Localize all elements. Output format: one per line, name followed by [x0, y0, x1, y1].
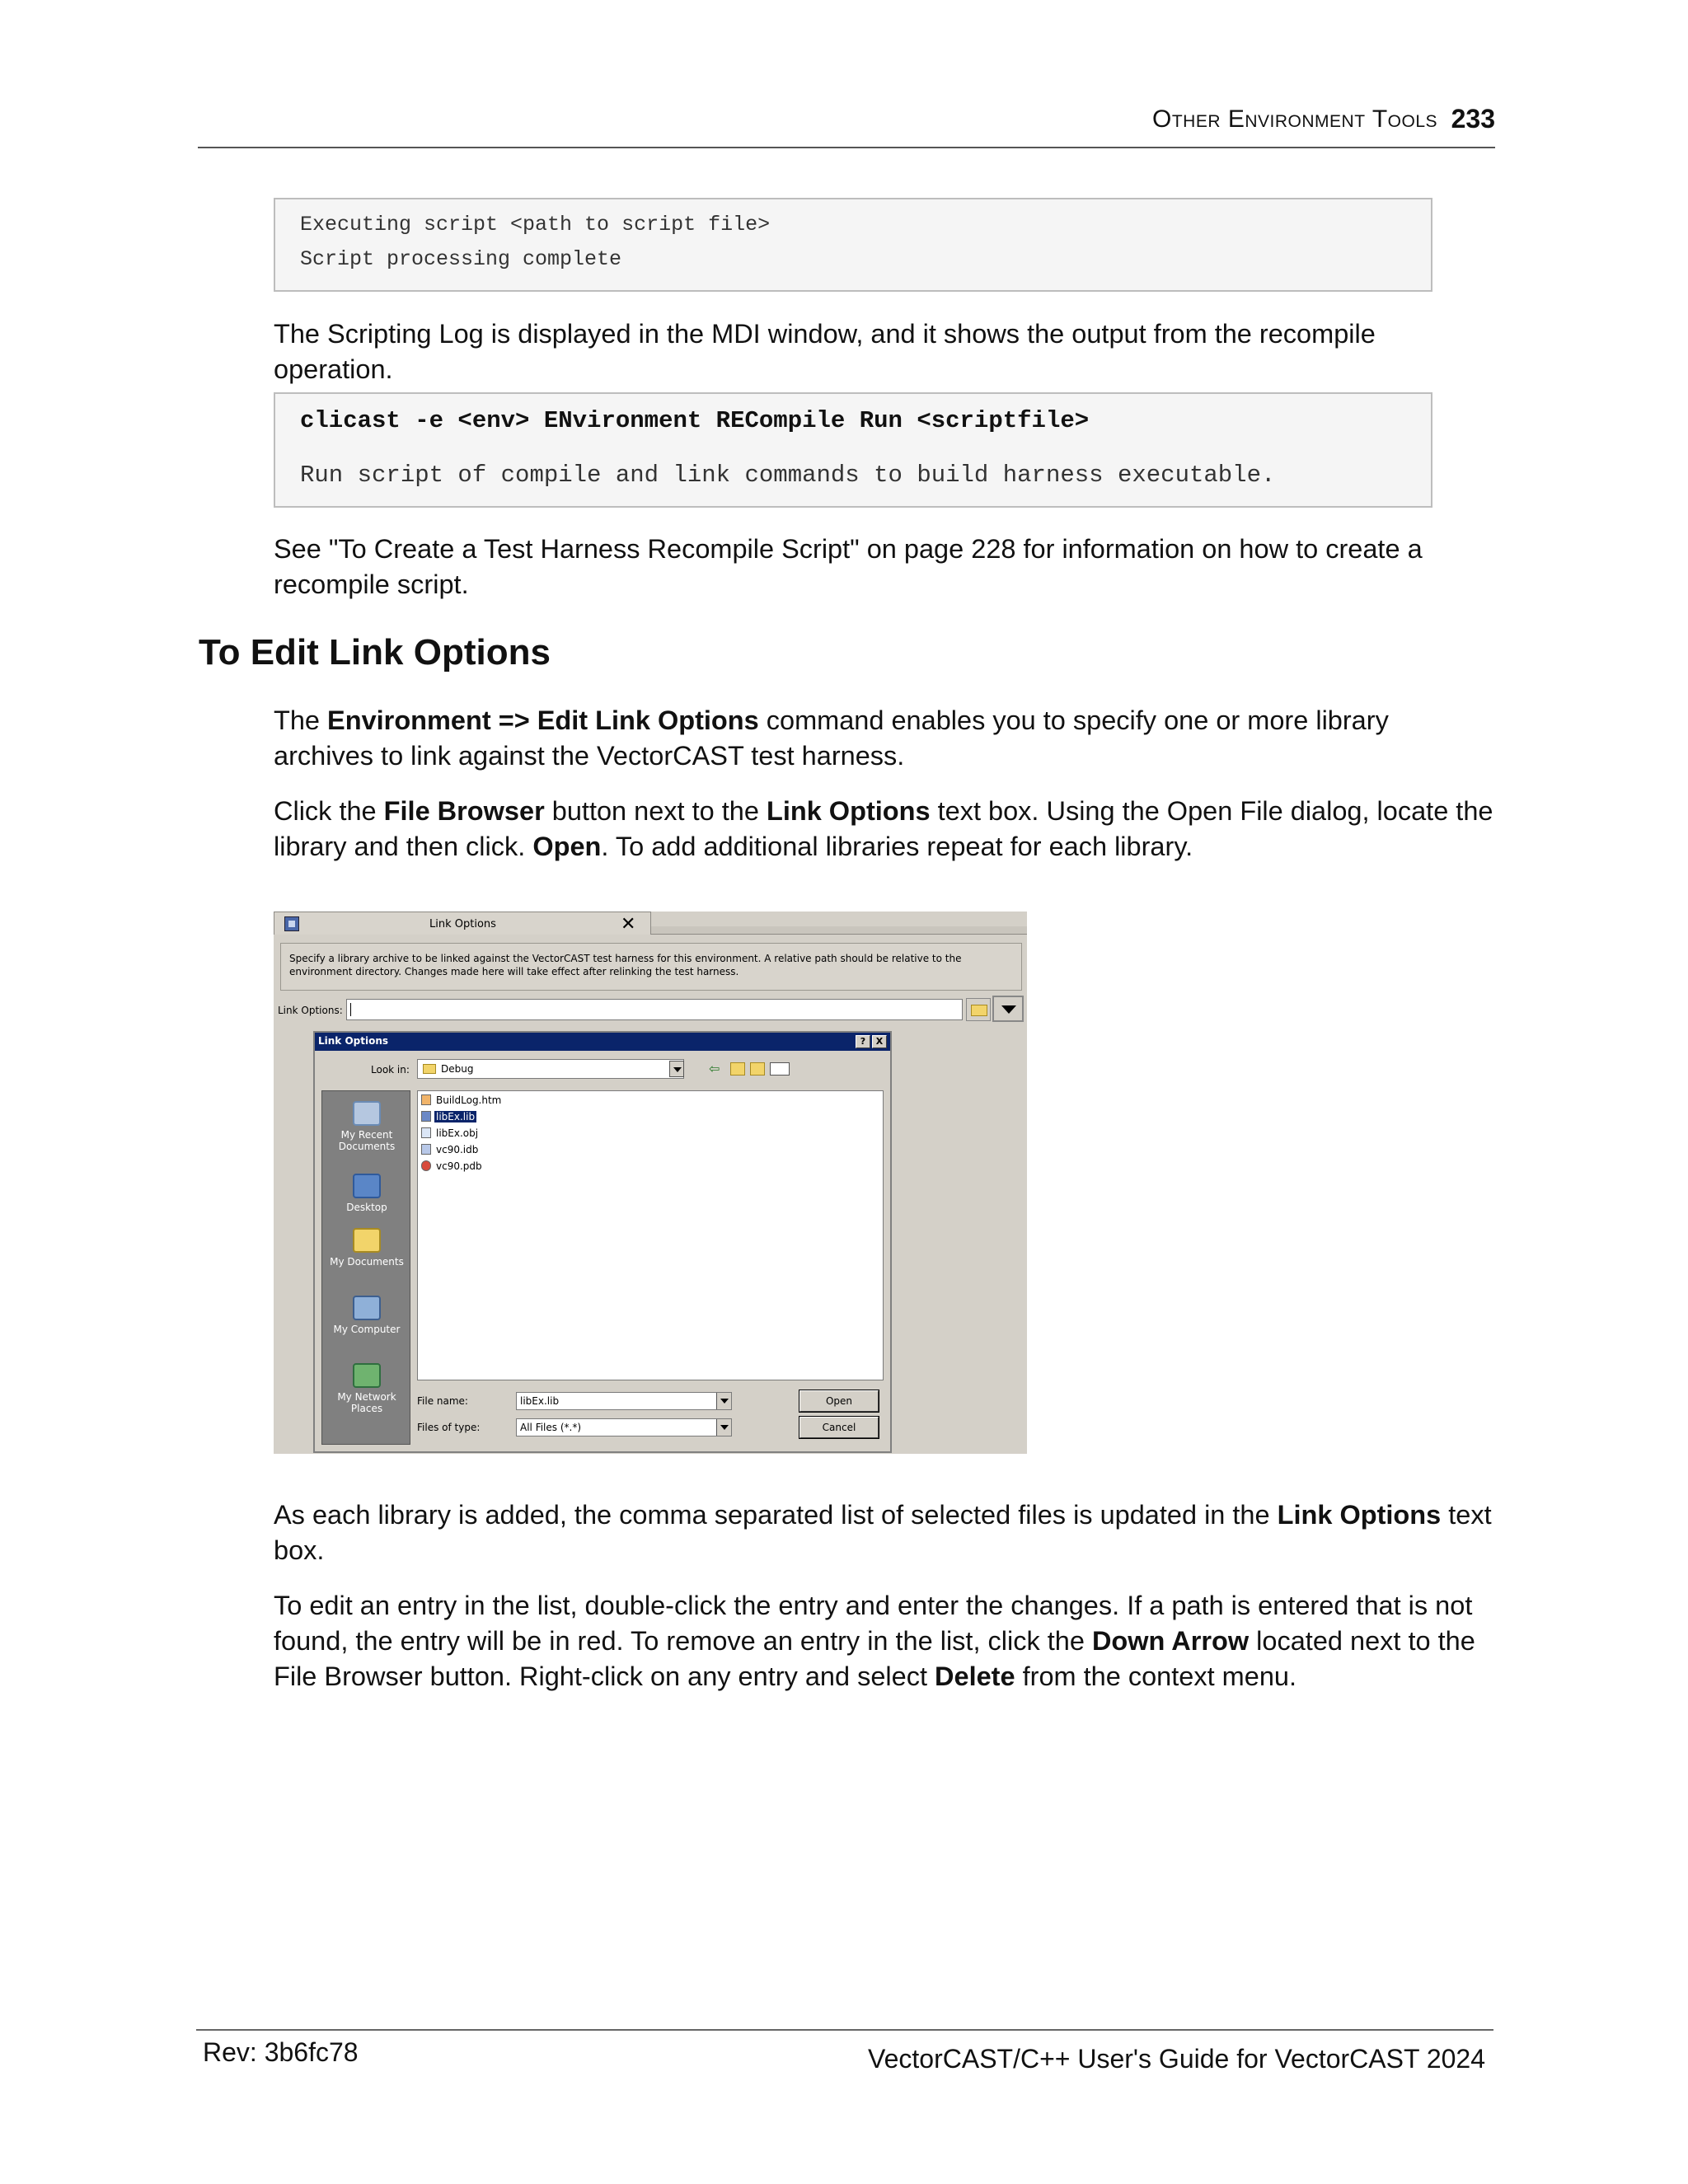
chevron-down-icon[interactable]	[716, 1393, 731, 1409]
text-line: found, the entry will be in red. To remove an entry in the list, click the Down Arrow located next to the	[274, 1626, 1475, 1656]
back-arrow-icon[interactable]: ⇦	[709, 1061, 720, 1076]
code-description: Run script of compile and link commands to build harness executable.	[300, 462, 1276, 489]
down-arrow-icon	[1001, 1005, 1016, 1014]
my-computer-icon	[353, 1296, 381, 1320]
list-item-selected[interactable]: libEx.lib	[421, 1109, 476, 1124]
obj-file-icon	[421, 1127, 431, 1138]
cancel-button[interactable]: Cancel	[799, 1417, 879, 1438]
htm-file-icon	[421, 1094, 431, 1105]
places-bar	[321, 1090, 410, 1445]
tab-strip	[651, 926, 1027, 935]
description-box	[280, 943, 1022, 991]
look-in-select[interactable]	[417, 1059, 684, 1079]
place-recent-documents[interactable]: My Recent Documents	[322, 1101, 411, 1152]
text-line: See "To Create a Test Harness Recompile Script" on page 228 for information on how to create a	[274, 534, 1423, 564]
link-options-screenshot	[274, 912, 1027, 1454]
desktop-icon	[353, 1174, 381, 1198]
paragraph-edit-link-options	[274, 703, 1500, 774]
recent-documents-icon	[353, 1101, 381, 1126]
chevron-down-icon[interactable]	[716, 1419, 731, 1436]
header-section-title: Other Environment Tools	[1152, 105, 1437, 133]
new-folder-icon[interactable]	[750, 1062, 765, 1076]
network-places-icon	[353, 1363, 381, 1388]
dialog-close-button[interactable]: X	[872, 1035, 887, 1048]
code-line: Script processing complete	[300, 247, 622, 271]
down-arrow-button[interactable]	[992, 996, 1024, 1022]
link-options-label: Link Options:	[278, 1005, 343, 1016]
window-tab[interactable]	[274, 912, 651, 935]
dialog-title: Link Options	[318, 1035, 389, 1047]
idb-file-icon	[421, 1144, 431, 1155]
paragraph-library-added	[274, 1497, 1500, 1568]
page-header	[198, 105, 1495, 148]
code-block-recompile-command	[274, 392, 1432, 508]
close-icon[interactable]: ✕	[621, 914, 636, 935]
paragraph-see-reference	[274, 532, 1500, 602]
folder-icon	[971, 1005, 987, 1016]
file-name-input[interactable]: libEx.lib	[516, 1392, 732, 1410]
code-line: Executing script <path to script file>	[300, 213, 771, 237]
place-my-documents[interactable]: My Documents	[322, 1228, 411, 1268]
files-of-type-select[interactable]: All Files (*.*)	[516, 1418, 732, 1436]
look-in-value: Debug	[441, 1063, 474, 1075]
look-in-label: Look in:	[371, 1064, 410, 1076]
paragraph-file-browser	[274, 794, 1500, 865]
files-of-type-label: Files of type:	[417, 1422, 481, 1433]
footer-guide-title: VectorCAST/C++ User's Guide for VectorCAST 2024	[868, 2044, 1485, 2074]
list-item[interactable]: vc90.idb	[421, 1142, 480, 1157]
place-my-computer[interactable]: My Computer	[322, 1296, 411, 1335]
code-block-script-output	[274, 198, 1432, 292]
text-line: File Browser button. Right-click on any entry and select Delete from the context menu.	[274, 1661, 1297, 1691]
up-folder-icon[interactable]	[730, 1062, 745, 1076]
footer-divider	[196, 2029, 1493, 2031]
text-line: Click the File Browser button next to the Link Options text box. Using the Open File dialog, locate the	[274, 796, 1493, 826]
window-title: Link Options	[429, 918, 496, 930]
paragraph-scripting-log: The Scripting Log is displayed in the MDI window, and it shows the output from the recompile operation.	[274, 319, 1376, 384]
text-line: recompile script.	[274, 569, 469, 599]
open-button[interactable]: Open	[799, 1390, 879, 1412]
text-line: The Environment => Edit Link Options command enables you to specify one or more library	[274, 705, 1389, 735]
code-command: clicast -e <env> ENvironment RECompile Run <scriptfile>	[300, 407, 1090, 434]
text-line: As each library is added, the comma separated list of selected files is updated in the Link Options text	[274, 1500, 1492, 1530]
lib-file-icon	[421, 1111, 431, 1122]
text-line: archives to link against the VectorCAST test harness.	[274, 741, 905, 771]
section-heading: To Edit Link Options	[199, 632, 551, 673]
help-button[interactable]: ?	[856, 1035, 870, 1048]
footer-revision: Rev: 3b6fc78	[203, 2037, 359, 2067]
list-item[interactable]: vc90.pdb	[421, 1159, 484, 1174]
pdb-file-icon	[421, 1160, 431, 1171]
my-documents-icon	[353, 1228, 381, 1253]
text-line: box.	[274, 1535, 325, 1565]
dialog-titlebar	[315, 1033, 890, 1051]
text-line: To edit an entry in the list, double-click the entry and enter the changes. If a path is entered that is not	[274, 1591, 1473, 1620]
place-my-network-places[interactable]: My Network Places	[322, 1363, 411, 1414]
file-name-label: File name:	[417, 1395, 468, 1407]
folder-icon	[423, 1064, 436, 1074]
view-menu-icon[interactable]	[770, 1062, 790, 1076]
header-page-number: 233	[1451, 104, 1495, 134]
file-list	[417, 1090, 884, 1380]
place-desktop[interactable]: Desktop	[322, 1174, 411, 1213]
file-browser-button[interactable]	[966, 998, 991, 1021]
link-options-input[interactable]	[346, 999, 963, 1020]
app-icon	[284, 916, 299, 931]
text-line: library and then click. Open. To add additional libraries repeat for each library.	[274, 832, 1193, 861]
open-file-dialog	[313, 1031, 892, 1453]
list-item[interactable]: libEx.obj	[421, 1126, 480, 1141]
look-in-dropdown-icon[interactable]	[669, 1061, 684, 1077]
paragraph-edit-entry	[274, 1588, 1500, 1694]
list-item[interactable]: BuildLog.htm	[421, 1093, 503, 1108]
description-text: Specify a library archive to be linked against the VectorCAST test harness for this environment. A relative path should be relative to the environment directory. Changes made here will take effect after relinking the test harness.	[289, 953, 962, 977]
